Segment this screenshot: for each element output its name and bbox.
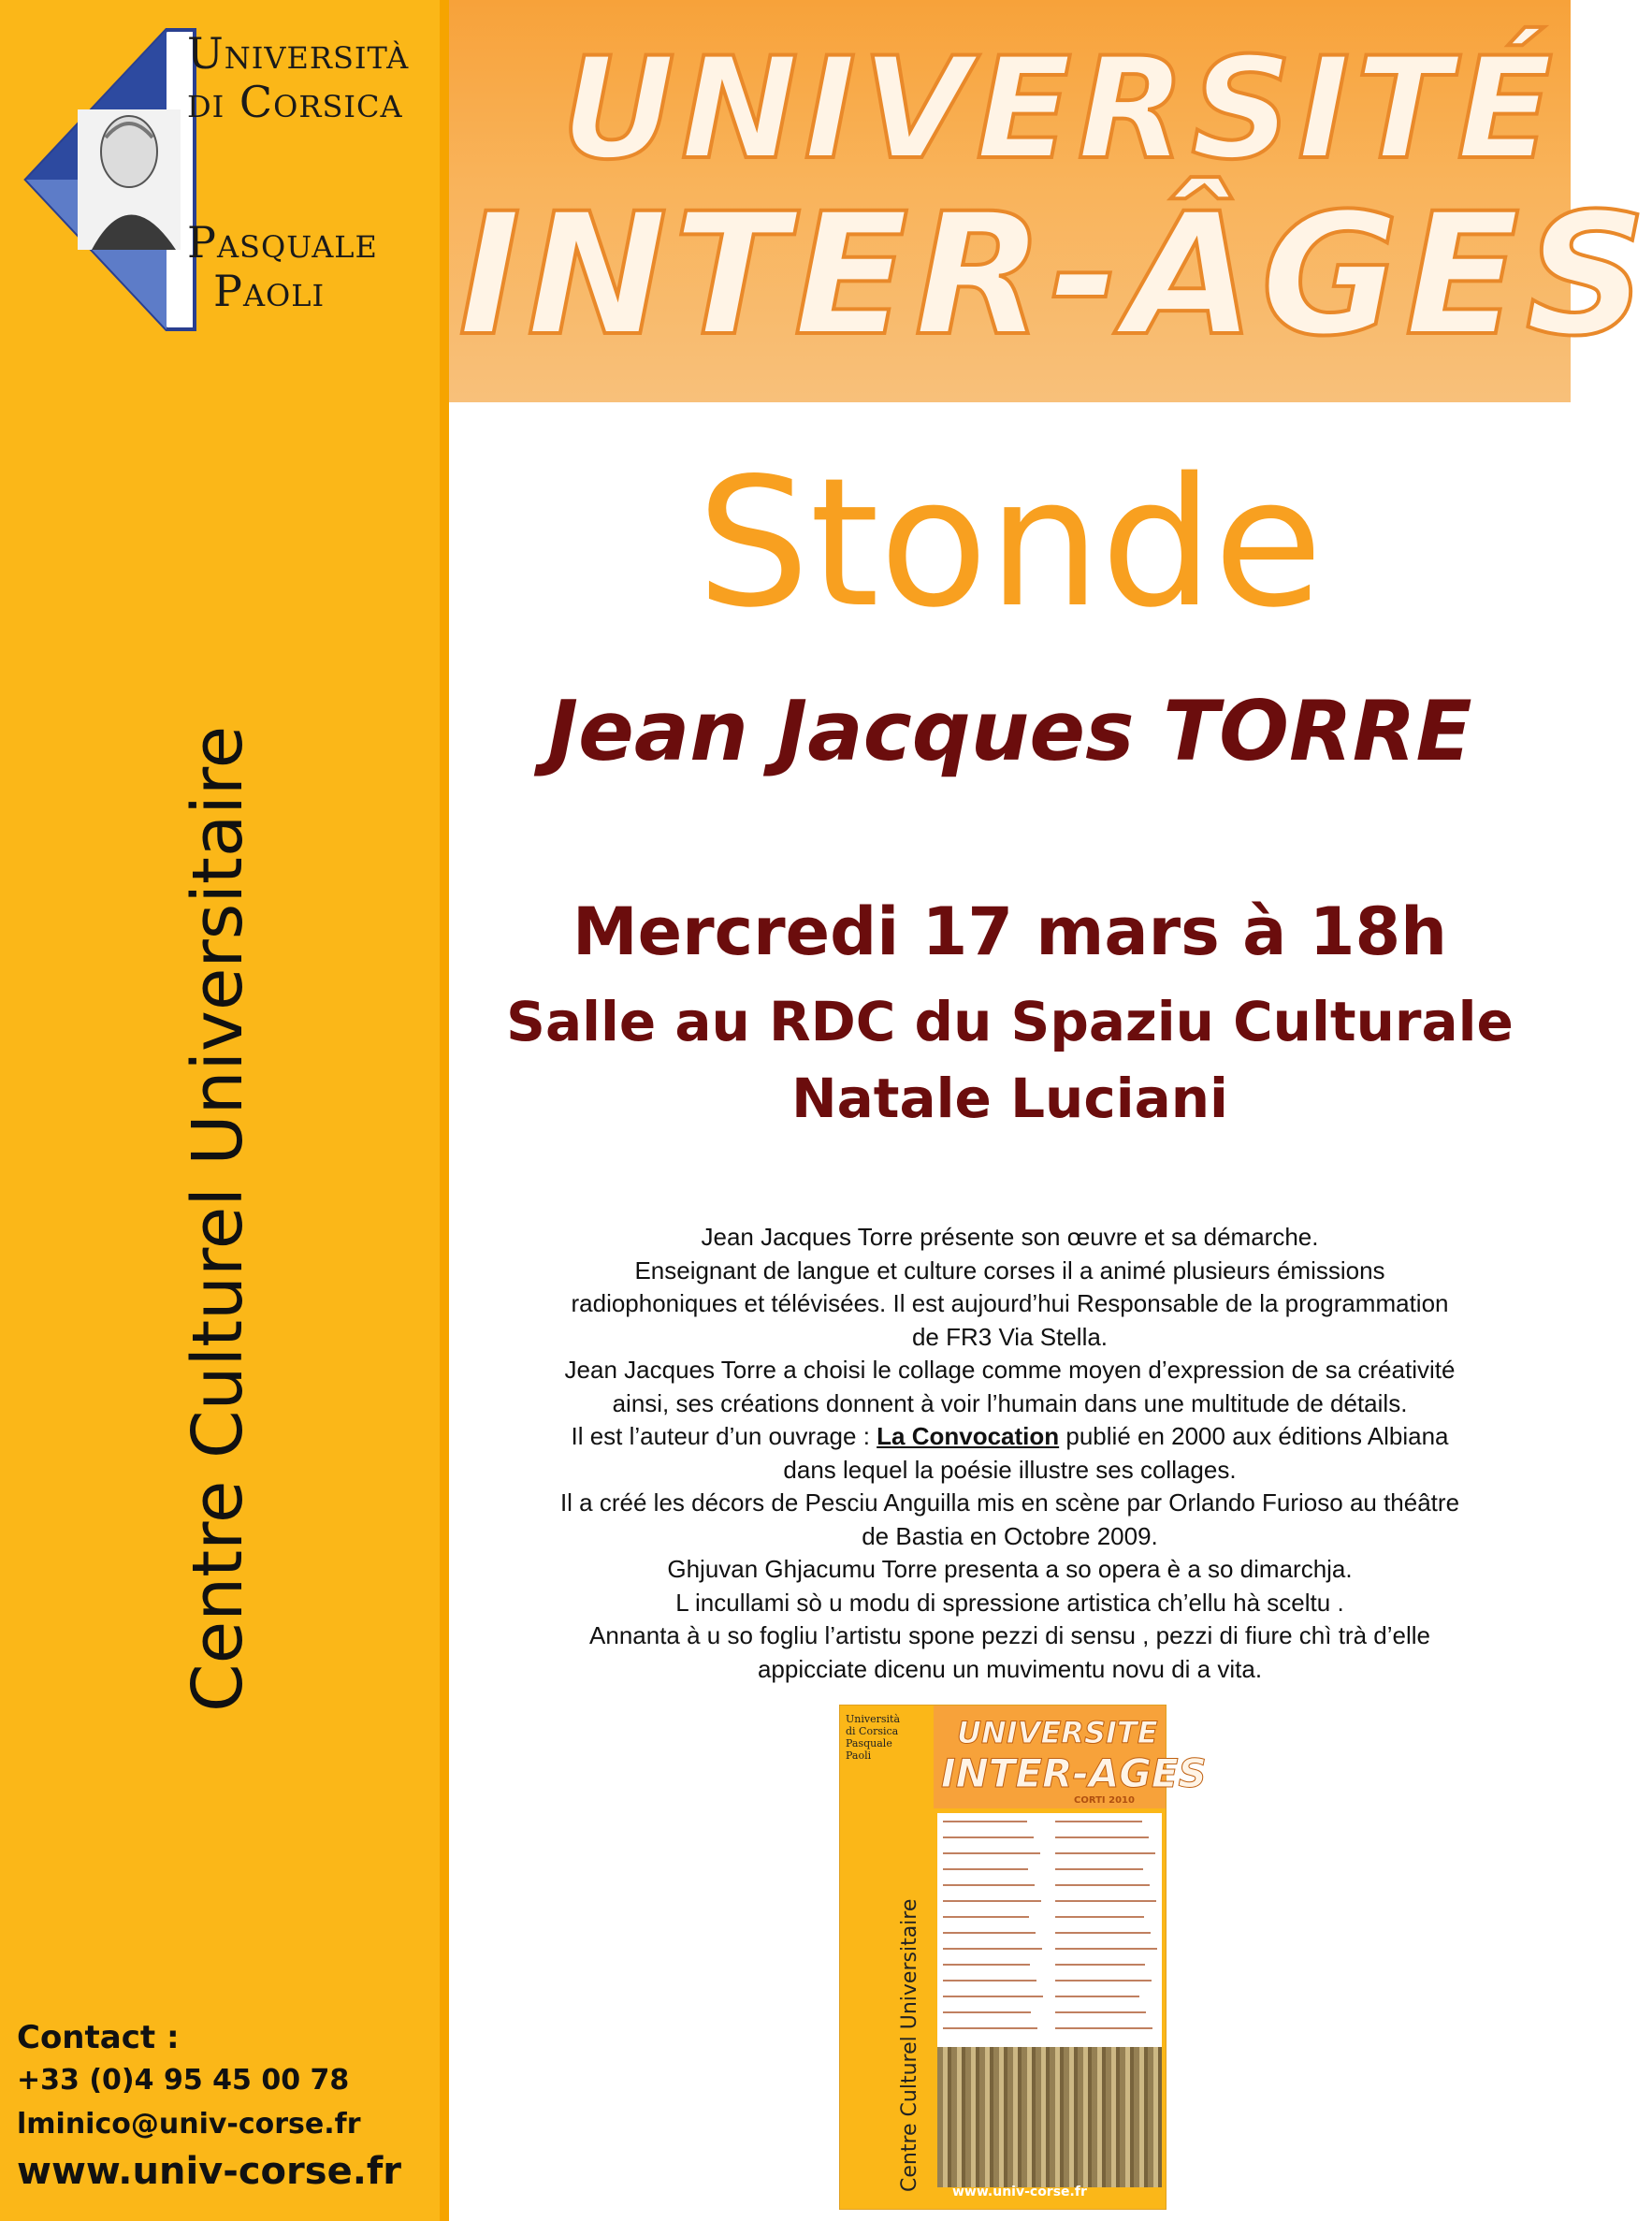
thumbnail-schedule-line (1055, 1996, 1139, 1997)
description-text: Il est l’auteur d’un ouvrage : (571, 1422, 877, 1450)
description-line: Ghjuvan Ghjacumu Torre presenta a so opera è a so dimarchja. (667, 1555, 1353, 1583)
logo-line-1: Università (187, 28, 410, 79)
event-date: Mercredi 17 mars à 18h (572, 893, 1447, 970)
thumbnail-vertical-title: Centre Culturel Universitaire (898, 1898, 921, 2192)
thumbnail-schedule-line (943, 1996, 1043, 1997)
thumbnail-schedule-line (943, 1964, 1030, 1966)
thumbnail-schedule-line (1055, 1900, 1156, 1902)
thumbnail-schedule-line (943, 2011, 1031, 2013)
description-line: Annanta à u so fogliu l’artistu spone pezzi di sensu , pezzi di fiure chì trà d’elle (589, 1621, 1430, 1649)
description-line: de FR3 Via Stella. (911, 1322, 1109, 1351)
thumbnail-banner-line-2: INTER-AGES (941, 1750, 1207, 1796)
thumbnail-schedule (937, 1813, 1162, 2047)
description-line: ainsi, ses créations donnent à voir l’humain dans une multitude de détails. (612, 1388, 1408, 1417)
description-line (449, 1420, 1571, 1454)
thumbnail-schedule-line (1055, 1916, 1144, 1918)
description-line: Il a créé les décors de Pesciu Anguilla mis en scène par Orlando Furioso au théâtre (559, 1488, 1460, 1517)
thumbnail-schedule-line (1055, 2011, 1146, 2013)
description-line: de Bastia en Octobre 2009. (862, 1521, 1158, 1550)
logo-line-4: Paoli (213, 266, 326, 316)
thumbnail-logo (846, 1713, 900, 1762)
sidebar-edge (440, 0, 449, 2221)
logo-line-2: di Corsica (187, 77, 403, 127)
thumbnail-schedule-line (943, 1900, 1041, 1902)
logo-line-3: Pasquale (187, 217, 378, 268)
thumbnail-schedule-line (943, 1884, 1035, 1886)
contact-email[interactable]: lminico@univ-corse.fr (17, 2108, 361, 2141)
description-line: Jean Jacques Torre présente son œuvre et sa démarche. (701, 1223, 1319, 1251)
thumbnail-schedule-line (1055, 1836, 1149, 1838)
venue-line-1: Salle au RDC du Spaziu Culturale (506, 990, 1514, 1053)
banner-line-1: UNIVERSITÉ (561, 28, 1558, 191)
thumbnail-schedule-line (943, 1852, 1040, 1854)
thumbnail-schedule-line (943, 1948, 1042, 1950)
contact-label: Contact : (17, 2019, 180, 2056)
artist-name: Jean Jacques TORRE (547, 683, 1472, 779)
logo-diamond-icon (26, 21, 204, 339)
thumbnail-subtitle: CORTI 2010 (1074, 1795, 1135, 1806)
contact-phone: +33 (0)4 95 45 00 78 (17, 2064, 350, 2097)
thumbnail-schedule-line (943, 1868, 1028, 1870)
book-title: La Convocation (877, 1422, 1060, 1450)
contact-website[interactable]: www.univ-corse.fr (17, 2150, 402, 2193)
description-line: L incullami sò u modu di spressione artistica ch’ellu hà sceltu . (675, 1588, 1344, 1617)
thumbnail-logo-line: Pasquale (846, 1737, 892, 1749)
thumbnail-schedule-line (1055, 1868, 1143, 1870)
thumbnail-schedule-line (943, 1836, 1034, 1838)
header-banner (449, 0, 1652, 402)
event-title: Stonde (696, 440, 1324, 646)
description (449, 1221, 1571, 1686)
thumbnail-schedule-line (1055, 1852, 1155, 1854)
thumbnail-schedule-line (1055, 1884, 1150, 1886)
program-thumbnail (839, 1705, 1207, 2210)
thumbnail-audience-photo (937, 2047, 1162, 2187)
thumbnail-schedule-line (1055, 1948, 1157, 1950)
thumbnail-schedule-line (943, 1821, 1027, 1822)
thumbnail-schedule-line (1055, 2027, 1152, 2029)
thumbnail-banner-line-1: UNIVERSITE (957, 1715, 1158, 1750)
description-line: appicciate dicenu un muvimentu novu di a vita. (757, 1654, 1263, 1683)
description-line: Enseignant de langue et culture corses il a animé plusieurs émissions (634, 1256, 1385, 1285)
thumbnail-logo-line: Paoli (846, 1749, 872, 1762)
description-text: publié en 2000 aux éditions Albiana (1059, 1422, 1449, 1450)
description-line: radiophoniques et télévisées. Il est aujourd’hui Responsable de la programmation (571, 1289, 1449, 1317)
thumbnail-schedule-line (943, 2027, 1037, 2029)
thumbnail-schedule-line (1055, 1932, 1151, 1934)
sidebar-vertical-title: Centre Culturel Universitaire (178, 725, 258, 1712)
venue-line-2: Natale Luciani (791, 1067, 1228, 1130)
university-logo (26, 21, 428, 339)
thumbnail-schedule-line (943, 1932, 1036, 1934)
thumbnail-schedule-line (943, 1916, 1029, 1918)
contact-block (17, 2019, 401, 2193)
banner-line-2: INTER-ÂGES (458, 178, 1652, 373)
description-line: dans lequel la poésie illustre ses collages. (783, 1455, 1237, 1484)
thumbnail-logo-line: Università (846, 1713, 900, 1725)
thumbnail-schedule-line (1055, 1964, 1145, 1966)
description-line: Jean Jacques Torre a choisi le collage comme moyen d’expression de sa créativité (564, 1356, 1456, 1384)
thumbnail-url: www.univ-corse.fr (952, 2185, 1087, 2199)
thumbnail-schedule-line (1055, 1980, 1152, 1981)
thumbnail-schedule-line (943, 1980, 1036, 1981)
thumbnail-logo-line: di Corsica (846, 1725, 899, 1737)
thumbnail-schedule-line (1055, 1821, 1142, 1822)
